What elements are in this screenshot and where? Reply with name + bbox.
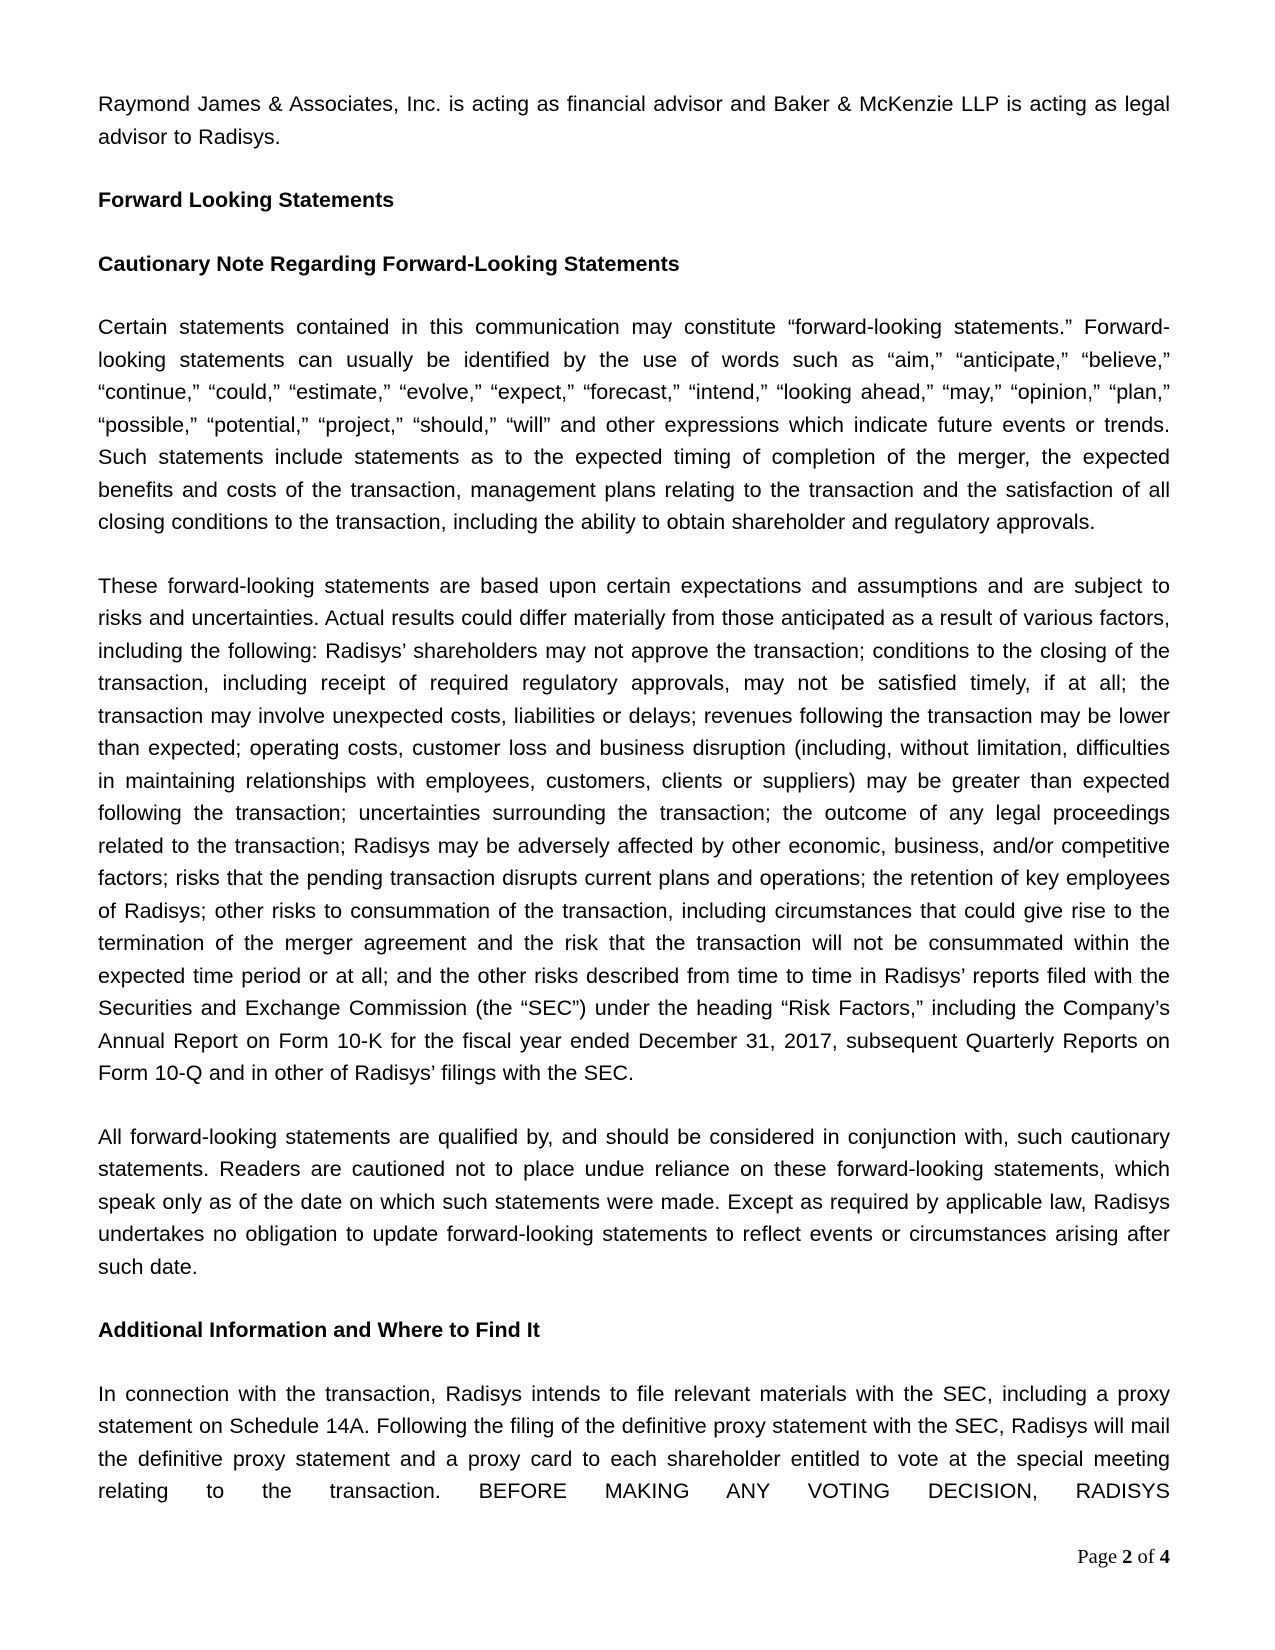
heading-additional-information: Additional Information and Where to Find It bbox=[98, 1318, 540, 1342]
heading-forward-looking-statements: Forward Looking Statements bbox=[98, 188, 395, 212]
page-footer bbox=[1077, 1544, 1170, 1570]
page-number: 2 bbox=[1122, 1546, 1133, 1568]
paragraph-advisors: Raymond James & Associates, Inc. is acting as financial advisor and Baker & McKenzie LLP is acting as legal advisor to Radisys. bbox=[98, 92, 1170, 149]
page-word: Page bbox=[1077, 1546, 1118, 1568]
paragraph-qualification: All forward-looking statements are qualified by, and should be considered in conjunction with, such cautionary statements. Readers are cautioned not to place undue reliance on these forward-looking statements, which speak only as of the date on which such statements were made. Except as required by applicable law, Radisys undertakes no obligation to update forward-looking statements to reflect events or circumstances arising after such date. bbox=[98, 1124, 1170, 1279]
paragraph-forward-looking-definition: Certain statements contained in this communication may constitute “forward-looking statements.” Forward-looking statements can usually be identified by the use of words such as “aim,” “anticipate,” “believe,” “continue,” “could,” “estimate,” “evolve,” “expect,” “forecast,” “intend,” “looking ahead,” “may,” “opinion,” “plan,” “possible,” “potential,” “project,” “should,” “will” and other expressions which indicate future events or trends. Such statements include statements as to the expected timing of completion of the merger, the expected benefits and costs of the transaction, management plans relating to the transaction and the satisfaction of all closing conditions to the transaction, including the ability to obtain shareholder and regulatory approvals. bbox=[98, 315, 1170, 534]
total-pages: 4 bbox=[1159, 1546, 1170, 1568]
paragraph-proxy-statement: In connection with the transaction, Radisys intends to file relevant materials with the SEC, including a proxy statement on Schedule 14A. Following the filing of the definitive proxy statement with the SEC, Radisys will mail the definitive proxy statement and a proxy card to each shareholder entitled to vote at the special meeting relating to the transaction. BEFORE MAKING ANY VOTING DECISION, RADISYS bbox=[98, 1381, 1170, 1503]
of-word: of bbox=[1137, 1546, 1155, 1568]
heading-cautionary-note: Cautionary Note Regarding Forward-Looking Statements bbox=[98, 251, 680, 276]
paragraph-risk-factors: These forward-looking statements are based upon certain expectations and assumptions and are subject to risks and uncertainties. Actual results could differ materially from those anticipated as a result of various factors, including the following: Radisys’ shareholders may not approve the transaction; conditions to the closing of the transaction, including receipt of required regulatory approvals, may not be satisfied timely, if at all; the transaction may involve unexpected costs, liabilities or delays; revenues following the transaction may be lower than expected; operating costs, customer loss and business disruption (including, without limitation, difficulties in maintaining relationships with employees, customers, clients or suppliers) may be greater than expected following the transaction; uncertainties surrounding the transaction; the outcome of any legal proceedings related to the transaction; Radisys may be adversely affected by other economic, business, and/or competitive factors; risks that the pending transaction disrupts current plans and operations; the retention of key employees of Radisys; other risks to consummation of the transaction, including circumstances that could give rise to the termination of the merger agreement and the risk that the transaction will not be consummated within the expected time period or at all; and the other risks described from time to time in Radisys’ reports filed with the Securities and Exchange Commission (the “SEC”) under the heading “Risk Factors,” including the Company’s Annual Report on Form 10-K for the fiscal year ended December 31, 2017, subsequent Quarterly Reports on Form 10-Q and in other of Radisys’ filings with the SEC. bbox=[98, 573, 1170, 1085]
